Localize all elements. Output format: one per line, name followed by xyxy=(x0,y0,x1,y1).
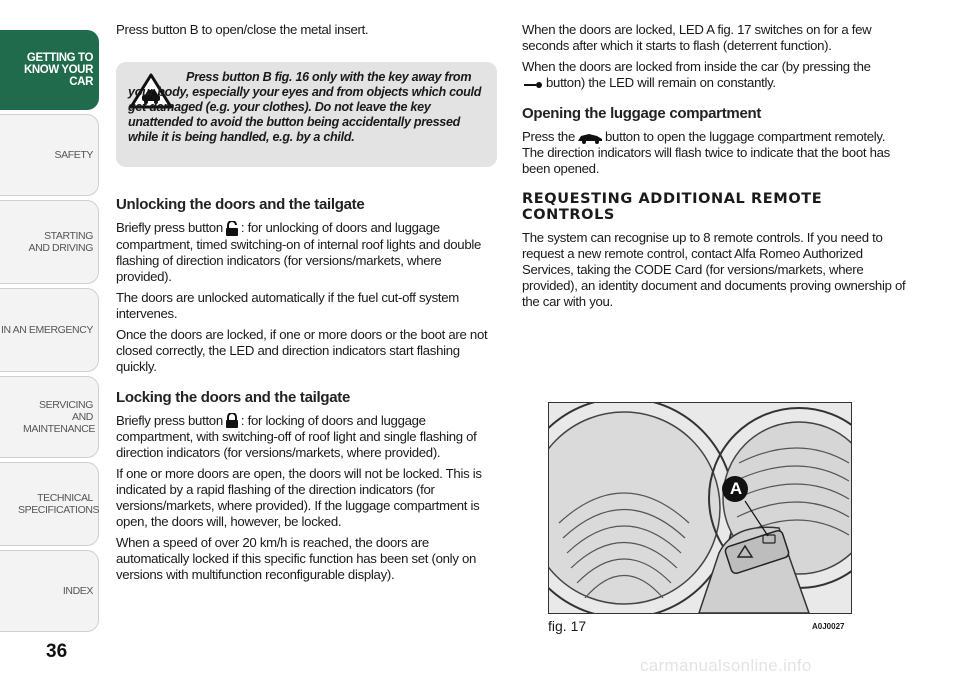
tab-technical-specifications[interactable] xyxy=(0,462,99,546)
unlock-p1-start: Briefly press button xyxy=(116,220,223,235)
luggage-end: button to open the luggage compartment remotely. The direction indicators will flash twice to indicate that the boot has been opened. xyxy=(522,129,890,176)
lock-paragraph-1 xyxy=(116,413,500,462)
callout-a: A xyxy=(729,479,743,498)
unlock-paragraph-3: Once the doors are locked, if one or more doors or the boot are not closed correctly, the LED and direction indicators start flashing quickly. xyxy=(116,326,488,374)
tab-label: GETTING TO KNOW YOUR CAR xyxy=(23,52,93,88)
luggage-heading: Opening the luggage compartment xyxy=(522,105,762,122)
luggage-start: Press the xyxy=(522,129,576,144)
figure-code: A0J0027 xyxy=(812,622,845,631)
chapter-tabs xyxy=(0,0,100,640)
locked-inside-start: When the doors are locked from inside the car (by pressing the xyxy=(522,59,871,74)
central-locking-icon xyxy=(524,79,544,89)
tab-servicing-and-maintenance[interactable] xyxy=(0,376,99,458)
figure-caption: fig. 17 xyxy=(548,618,587,634)
locked-inside-end: button) the LED will remain on constantly. xyxy=(546,75,776,90)
remote-paragraph: The system can recognise up to 8 remote controls. If you need to request a new remote control, contact Alfa Romeo Authorized Services, taking the CODE Card (for versions/markets, where provided), an identity document and documents proving ownership of the car with you. xyxy=(522,230,906,309)
luggage-paragraph xyxy=(522,129,906,177)
unlock-paragraph-2: The doors are unlocked automatically if the fuel cut-off system intervenes. xyxy=(116,289,459,321)
tab-label: SAFETY xyxy=(54,149,93,161)
lock-p1-start: Briefly press button xyxy=(116,412,223,428)
lock-p1-end: : for locking of doors and luggage compartment, with switching-off of roof light and single flashing of direction indicators (for versions/markets, where provided). xyxy=(116,412,477,461)
tab-label: TECHNICAL SPECIFICATIONS xyxy=(18,492,100,516)
intro-paragraph: Press button B to open/close the metal insert. xyxy=(116,22,369,37)
lock-heading: Locking the doors and the tailgate xyxy=(116,388,350,406)
remote-heading: REQUESTING ADDITIONAL REMOTE CONTROLS xyxy=(522,191,823,223)
tab-label: INDEX xyxy=(62,585,93,597)
tab-label: SERVICING AND MAINTENANCE xyxy=(23,399,96,435)
page-number: 36 xyxy=(46,641,68,662)
locked-inside-paragraph xyxy=(522,59,906,91)
right-column xyxy=(522,22,906,315)
lock-paragraph-3: When a speed of over 20 km/h is reached, the doors are automatically locked if this specific function has been set (only on versions with multifunction reconfigurable display). xyxy=(116,535,477,583)
tab-label: STARTING AND DRIVING xyxy=(28,230,93,254)
tab-starting-and-driving[interactable] xyxy=(0,200,99,284)
left-column xyxy=(116,196,500,588)
watermark: carmanualsonline.info xyxy=(640,656,812,675)
car-boot-icon xyxy=(577,132,603,144)
unlock-paragraph-1 xyxy=(116,220,500,285)
intro-text-block xyxy=(116,22,496,43)
led-paragraph: When the doors are locked, LED A fig. 17 switches on for a few seconds after which it starts to flash (deterrent function). xyxy=(522,22,872,53)
unlock-heading: Unlocking the doors and the tailgate xyxy=(116,196,365,213)
lock-paragraph-2: If one or more doors are open, the doors will not be locked. This is indicated by a rapid flashing of the direction indicators (for versions/markets, where provided). If the luggage compartment is open, the doors will, however, be locked. xyxy=(116,466,482,530)
dashboard-illustration xyxy=(549,403,851,613)
tab-label: IN AN EMERGENCY xyxy=(0,324,93,336)
unlock-padlock-icon xyxy=(225,221,239,237)
figure-17-image xyxy=(548,402,852,614)
lock-padlock-icon xyxy=(225,413,239,429)
tab-safety[interactable] xyxy=(0,114,99,196)
unlock-p1-end: : for unlocking of doors and luggage compartment, timed switching-on of internal roof lights and double flashing of direction indicators (for versions/markets, where provided). xyxy=(116,220,482,284)
warning-box xyxy=(116,62,497,167)
tab-index[interactable] xyxy=(0,550,99,632)
tab-getting-to-know-your-car[interactable] xyxy=(0,30,99,110)
tab-in-an-emergency[interactable] xyxy=(0,288,99,372)
warning-text: Press button B fig. 16 only with the key away from your body, especially your eyes and from objects which could get damaged (e.g. your clothes). Do not leave the key unattended to avoid the button being accidentally pressed while it is being handled, e.g. by a child. xyxy=(128,70,482,144)
